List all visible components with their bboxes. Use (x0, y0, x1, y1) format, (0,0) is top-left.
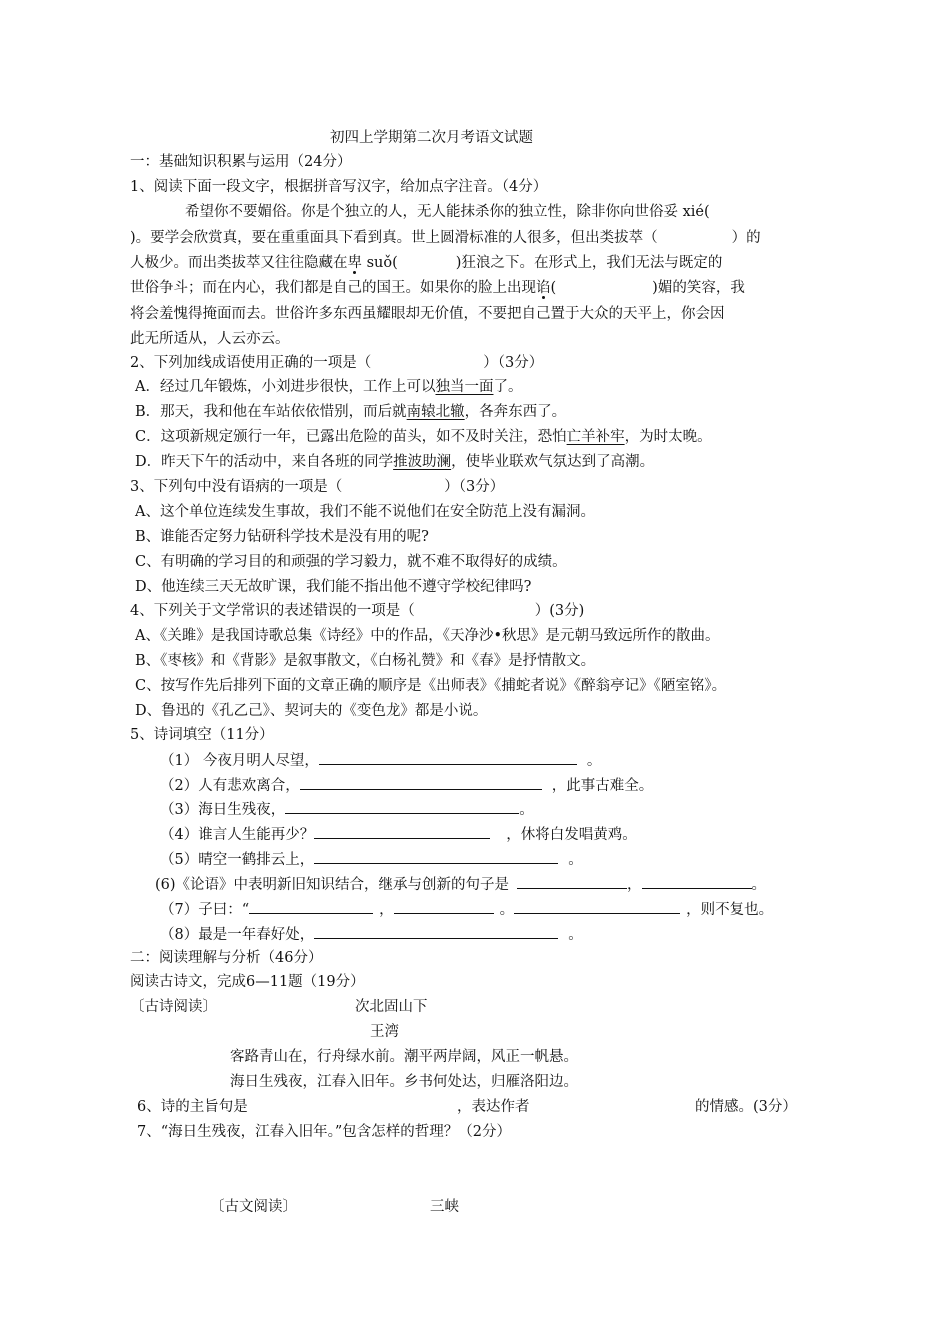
q2-score: ）（3分） (483, 355, 544, 371)
dotted-char: 卑 (347, 255, 362, 271)
answer-blank[interactable] (314, 824, 490, 839)
poem-prompt: （1） 今夜月明人尽望， (160, 753, 319, 769)
q1-text: ( (550, 280, 557, 296)
poem-line: 客路青山在，行舟绿水前。潮平两岸阔，风正一帆悬。 (230, 1049, 578, 1065)
q5-line (160, 899, 773, 919)
q3-option-d: D、他连续三天无故旷课，我们能不指出他不遵守学校纪律吗? (135, 579, 532, 595)
q1-passage-line (130, 278, 745, 298)
poem-prompt: ，此事古难全。 (551, 778, 654, 794)
underlined-idiom: 南辕北辙 (406, 404, 465, 420)
poem-prompt: （4）谁言人生能再少？ (160, 827, 315, 843)
answer-blank[interactable] (394, 899, 494, 914)
punct: 。 (499, 902, 515, 918)
underlined-idiom: 亡羊补牢 (566, 429, 625, 445)
q4-stem-text: 4、下列关于文学常识的表述错误的一项是（ (130, 603, 415, 619)
poem-prompt: ，则不复也。 (686, 902, 774, 918)
answer-blank[interactable] (285, 799, 519, 814)
poem-author: 王湾 (370, 1024, 399, 1040)
q4-option-d: D、鲁迅的《孔乙己》、契诃夫的《变色龙》都是小说。 (135, 703, 488, 719)
answer-blank[interactable] (517, 874, 627, 889)
dotted-char: 谄 (536, 280, 551, 296)
poem-section-tag: 〔古诗阅读〕 (130, 999, 217, 1015)
q1-stem: 1、阅读下面一段文字，根据拼音写汉字，给加点字注音。（4分） (130, 179, 548, 195)
punct: 。 (519, 802, 534, 818)
option-text: 了。 (493, 379, 523, 395)
q3-option-a: A、这个单位连续发生事故，我们不能不说他们在安全防范上没有漏洞。 (135, 504, 595, 520)
q3-score: ）（3分） (444, 479, 505, 495)
option-text: ，各奔东西了。 (464, 404, 567, 420)
punct: 。 (568, 852, 583, 868)
punct: ， (379, 902, 394, 918)
q5-stem: 5、诗词填空（11分） (130, 727, 274, 743)
q1-text: 世俗争斗；而在内心，我们都是自己的国王。如果你的脸上出现 (130, 280, 536, 296)
q2-stem-text: 2、下列加线成语使用正确的一项是（ (130, 355, 372, 371)
q5-line (160, 750, 601, 770)
answer-blank[interactable] (314, 924, 558, 939)
q1-text: )。要学会欣赏真，要在重重面具下看到真。世上圆滑标准的人很多，但出类拔萃（ (130, 230, 658, 246)
poem-prompt: ，休将白发唱黄鸡。 (506, 827, 637, 843)
q1-passage-line: 此无所适从，人云亦云。 (130, 331, 290, 347)
q6-c: 的情感。(3分） (695, 1099, 797, 1115)
section-2-heading: 二：阅读理解与分析（46分） (130, 950, 323, 966)
answer-blank[interactable] (514, 899, 680, 914)
poem-prompt: （2）人有悲欢离合， (160, 778, 300, 794)
q2-stem (130, 353, 543, 373)
q3-option-c: C、有明确的学习目的和顽强的学习毅力，就不难不取得好的成绩。 (135, 554, 567, 570)
poem-line: 海日生残夜，江春入旧年。乡书何处达，归雁洛阳边。 (230, 1074, 578, 1090)
punct: 。 (751, 877, 767, 893)
punct: 。 (586, 753, 602, 769)
q1-text: )狂浪之下。在形式上，我们无法与既定的 (455, 255, 723, 271)
q2-option-d (135, 452, 654, 472)
page-title: 初四上学期第二次月考语文试题 (330, 130, 533, 146)
poem-prompt: （8）最是一年春好处， (160, 927, 315, 943)
q2-option-a (135, 377, 522, 397)
option-text: C．这项新规定颁行一年，已露出危险的苗头，如不及时关注，恐怕 (135, 429, 567, 445)
q5-line (160, 824, 637, 844)
prose-section-tag: 〔古文阅读〕 (210, 1199, 297, 1215)
poem-prompt: （5）晴空一鹤排云上， (160, 852, 315, 868)
q4-option-c: C、按写作先后排列下面的文章正确的顺序是《出师表》《捕蛇者说》《醉翁亭记》《陋室铭》。 (135, 678, 727, 694)
q1-text: )媚的笑容，我 (652, 280, 745, 296)
q6-a: 6、诗的主旨句是 (137, 1099, 248, 1115)
q1-passage-line: 希望你不要媚俗。你是个独立的人，无人能抹杀你的独立性，除非你向世俗妥 xié( (185, 204, 710, 220)
underlined-idiom: 独当一面 (435, 379, 494, 395)
q3-stem-text: 3、下列句中没有语病的一项是（ (130, 479, 343, 495)
q1-passage-line: 将会羞愧得掩面而去。世俗许多东西虽耀眼却无价值，不要把自己置于大众的天平上，你会因 (130, 306, 725, 322)
q5-line (160, 849, 583, 869)
q4-score: ）(3分) (534, 603, 585, 619)
q1-pinyin: suǒ( (362, 255, 398, 271)
q3-stem (130, 477, 504, 497)
poem-prompt: (6)《论语》中表明新旧知识结合，继承与创新的句子是 (155, 877, 510, 893)
q5-line (160, 799, 534, 819)
q5-line (160, 775, 653, 795)
q6-b: ，表达作者 (457, 1099, 530, 1115)
q5-line (155, 874, 766, 894)
answer-blank[interactable] (314, 849, 558, 864)
answer-blank[interactable] (300, 775, 542, 790)
q1-text: 人极少。而出类拔萃又往往隐藏在 (130, 255, 348, 271)
option-text: D．昨天下午的活动中，来自各班的同学 (135, 454, 394, 470)
poem-title: 次北固山下 (355, 999, 428, 1015)
prose-title: 三峡 (430, 1199, 459, 1215)
option-text: ，使毕业联欢气氛达到了高潮。 (451, 454, 655, 470)
option-text: B．那天，我和他在车站依依惜别，而后就 (135, 404, 407, 420)
q4-option-a: A、《关雎》是我国诗歌总集《诗经》中的作品，《天净沙•秋思》是元朝马致远所作的散曲。 (135, 628, 720, 644)
q3-option-b: B、谁能否定努力钻研科学技术是没有用的呢? (135, 529, 429, 545)
q2-option-c (135, 427, 712, 447)
q4-option-b: B、《枣核》和《背影》是叙事散文，《白杨礼赞》和《春》是抒情散文。 (135, 653, 596, 669)
underlined-idiom: 推波助澜 (393, 454, 452, 470)
poem-prompt: （7）子曰：“ (160, 902, 250, 918)
punct: 。 (568, 927, 583, 943)
q1-passage-line (130, 253, 722, 273)
option-text: ，为时太晚。 (624, 429, 712, 445)
answer-blank[interactable] (249, 899, 373, 914)
q4-stem (130, 601, 584, 621)
q2-option-b (135, 402, 566, 422)
option-text: A．经过几年锻炼，小刘进步很快，工作上可以 (135, 379, 436, 395)
section-1-heading: 一：基础知识积累与运用（24分） (130, 154, 352, 170)
poem-prompt: （3）海日生残夜， (160, 802, 286, 818)
q1-text: ）的 (731, 230, 761, 246)
reading-intro: 阅读古诗文，完成6—11题（19分） (130, 974, 365, 990)
q5-line (160, 924, 583, 944)
q1-passage-line (130, 228, 761, 248)
answer-blank[interactable] (319, 750, 577, 765)
answer-blank[interactable] (642, 874, 752, 889)
punct: ， (627, 877, 642, 893)
q7-stem: 7、“海日生残夜，江春入旧年。”包含怎样的哲理？（2分） (137, 1124, 512, 1140)
